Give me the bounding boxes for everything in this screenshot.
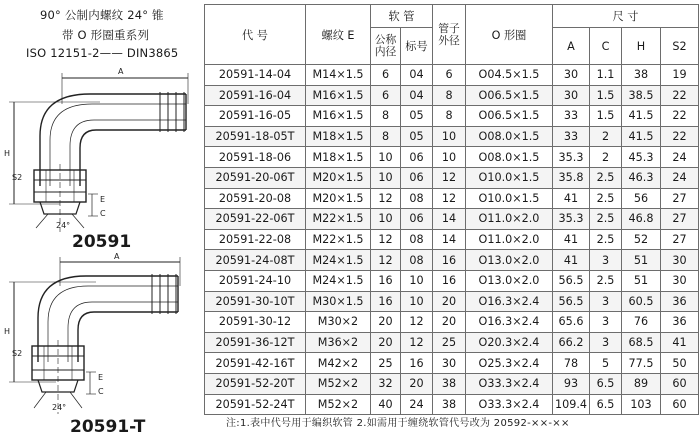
dim-h-label: H [4, 149, 11, 158]
table-row [205, 332, 699, 353]
cell-code: 20591-30-12 [205, 312, 306, 333]
col-header-dash: 标号 [401, 28, 433, 65]
table-row [205, 394, 699, 415]
cell-c: 3 [590, 312, 622, 333]
cell-tube-od: 16 [433, 250, 466, 271]
spec-title-line-3: ISO 12151-2—— DIN3865 [26, 46, 179, 60]
cell-tube-od: 10 [433, 147, 466, 168]
cell-h: 41.5 [622, 106, 661, 127]
table-row [205, 209, 699, 230]
cell-code: 20591-20-08 [205, 188, 306, 209]
table-row [205, 188, 699, 209]
cell-thread: M22×1.5 [306, 209, 371, 230]
cell-s2: 60 [661, 394, 699, 415]
cell-hose-id: 6 [371, 65, 401, 86]
cell-thread: M18×1.5 [306, 126, 371, 147]
cell-code: 20591-14-04 [205, 65, 306, 86]
cell-dash: 24 [401, 394, 433, 415]
cell-code: 20591-16-05 [205, 106, 306, 127]
cell-thread: M52×2 [306, 394, 371, 415]
cell-oring: O13.0×2.0 [466, 250, 553, 271]
cell-h: 46.8 [622, 209, 661, 230]
spec-table-body [205, 65, 699, 415]
cell-s2: 50 [661, 353, 699, 374]
table-row [205, 312, 699, 333]
cell-hose-id: 20 [371, 332, 401, 353]
cell-a: 41 [553, 188, 590, 209]
cell-s2: 27 [661, 229, 699, 250]
cell-h: 38.5 [622, 85, 661, 106]
col-header-dims: 尺 寸 [553, 5, 699, 28]
cell-a: 65.6 [553, 312, 590, 333]
cell-tube-od: 16 [433, 270, 466, 291]
table-row [205, 126, 699, 147]
dim-a-label: A [118, 67, 124, 76]
cell-thread: M52×2 [306, 373, 371, 394]
cell-hose-id: 8 [371, 126, 401, 147]
cell-oring: O08.0×1.5 [466, 126, 553, 147]
col-header-a: A [553, 28, 590, 65]
cell-code: 20591-36-12T [205, 332, 306, 353]
cell-a: 33 [553, 106, 590, 127]
cell-code: 20591-52-20T [205, 373, 306, 394]
cell-tube-od: 30 [433, 353, 466, 374]
col-header-code: 代 号 [205, 5, 306, 65]
table-row [205, 353, 699, 374]
cell-oring: O33.3×2.4 [466, 373, 553, 394]
cell-c: 1.5 [590, 85, 622, 106]
cell-thread: M16×1.5 [306, 85, 371, 106]
cell-code: 20591-52-24T [205, 394, 306, 415]
cell-dash: 10 [401, 291, 433, 312]
cell-h: 52 [622, 229, 661, 250]
cell-tube-od: 10 [433, 126, 466, 147]
cell-thread: M30×2 [306, 312, 371, 333]
cell-hose-id: 25 [371, 353, 401, 374]
cell-s2: 24 [661, 147, 699, 168]
cell-hose-id: 8 [371, 106, 401, 127]
cell-dash: 04 [401, 85, 433, 106]
cell-oring: O06.5×1.5 [466, 85, 553, 106]
spec-title-line-2: 带 O 形圈重系列 [62, 28, 150, 42]
cell-dash: 06 [401, 147, 433, 168]
model-label-20591-t: 20591-T [70, 417, 146, 437]
cell-dash: 05 [401, 126, 433, 147]
dim-c-label: C [98, 387, 104, 396]
cell-hose-id: 40 [371, 394, 401, 415]
cell-dash: 08 [401, 188, 433, 209]
cell-h: 38 [622, 65, 661, 86]
cell-h: 103 [622, 394, 661, 415]
cell-hose-id: 12 [371, 229, 401, 250]
cell-code: 20591-18-06 [205, 147, 306, 168]
cell-a: 35.3 [553, 209, 590, 230]
cell-dash: 20 [401, 373, 433, 394]
cell-a: 30 [553, 65, 590, 86]
dim-s2-label: S2 [12, 173, 23, 182]
cell-h: 56 [622, 188, 661, 209]
cell-dash: 04 [401, 65, 433, 86]
cell-oring: O04.5×1.5 [466, 65, 553, 86]
cell-s2: 19 [661, 65, 699, 86]
cell-a: 93 [553, 373, 590, 394]
model-label-20591: 20591 [72, 232, 132, 252]
cell-s2: 24 [661, 167, 699, 188]
cell-code: 20591-30-10T [205, 291, 306, 312]
cell-thread: M30×1.5 [306, 291, 371, 312]
cell-s2: 22 [661, 106, 699, 127]
cell-h: 60.5 [622, 291, 661, 312]
cell-oring: O10.0×1.5 [466, 188, 553, 209]
cell-c: 1.1 [590, 65, 622, 86]
cell-oring: O25.3×2.4 [466, 353, 553, 374]
cell-thread: M36×2 [306, 332, 371, 353]
cell-oring: O33.3×2.4 [466, 394, 553, 415]
cell-c: 5 [590, 353, 622, 374]
cell-h: 89 [622, 373, 661, 394]
cell-hose-id: 10 [371, 147, 401, 168]
cell-tube-od: 20 [433, 312, 466, 333]
cell-dash: 10 [401, 270, 433, 291]
cell-oring: O10.0×1.5 [466, 167, 553, 188]
cell-hose-id: 6 [371, 85, 401, 106]
cell-dash: 12 [401, 332, 433, 353]
table-row [205, 85, 699, 106]
dim-angle-label: 24° [56, 221, 71, 230]
cell-thread: M16×1.5 [306, 106, 371, 127]
cell-code: 20591-24-10 [205, 270, 306, 291]
cell-code: 20591-22-08 [205, 229, 306, 250]
cell-c: 3 [590, 291, 622, 312]
cell-c: 6.5 [590, 373, 622, 394]
cell-a: 41 [553, 250, 590, 271]
col-header-thread: 螺纹 E [306, 5, 371, 65]
cell-s2: 41 [661, 332, 699, 353]
cell-tube-od: 12 [433, 167, 466, 188]
cell-a: 56.5 [553, 291, 590, 312]
cell-thread: M24×1.5 [306, 250, 371, 271]
cell-tube-od: 14 [433, 209, 466, 230]
cell-thread: M22×1.5 [306, 229, 371, 250]
cell-hose-id: 10 [371, 209, 401, 230]
cell-dash: 05 [401, 106, 433, 127]
cell-h: 77.5 [622, 353, 661, 374]
table-row [205, 229, 699, 250]
cell-hose-id: 10 [371, 167, 401, 188]
cell-code: 20591-20-06T [205, 167, 306, 188]
table-row [205, 167, 699, 188]
col-header-oring: O 形圈 [466, 5, 553, 65]
cell-a: 35.3 [553, 147, 590, 168]
cell-a: 66.2 [553, 332, 590, 353]
cell-a: 56.5 [553, 270, 590, 291]
dim-s2-label: S2 [12, 349, 23, 358]
cell-thread: M20×1.5 [306, 188, 371, 209]
cell-s2: 60 [661, 373, 699, 394]
cell-dash: 12 [401, 312, 433, 333]
product-info-panel [0, 0, 200, 448]
table-footnote: 注:1.表中代号用于编织软管 2.如需用于缠绕软管代号改为 20592-××-×× [226, 418, 570, 429]
cell-oring: O16.3×2.4 [466, 312, 553, 333]
cell-tube-od: 12 [433, 188, 466, 209]
cell-code: 20591-18-05T [205, 126, 306, 147]
cell-c: 2 [590, 147, 622, 168]
table-row [205, 250, 699, 271]
cell-s2: 27 [661, 209, 699, 230]
cell-thread: M24×1.5 [306, 270, 371, 291]
cell-hose-id: 16 [371, 291, 401, 312]
cell-a: 78 [553, 353, 590, 374]
table-row [205, 270, 699, 291]
cell-thread: M42×2 [306, 353, 371, 374]
cell-s2: 36 [661, 312, 699, 333]
dim-c-label: C [100, 209, 106, 218]
cell-tube-od: 8 [433, 106, 466, 127]
cell-tube-od: 38 [433, 373, 466, 394]
cell-oring: O08.0×1.5 [466, 147, 553, 168]
cell-c: 2.5 [590, 188, 622, 209]
cell-a: 41 [553, 229, 590, 250]
cell-c: 2.5 [590, 209, 622, 230]
cell-s2: 22 [661, 85, 699, 106]
table-row [205, 373, 699, 394]
col-header-h: H [622, 28, 661, 65]
col-header-c: C [590, 28, 622, 65]
cell-h: 51 [622, 270, 661, 291]
cell-tube-od: 6 [433, 65, 466, 86]
cell-s2: 30 [661, 270, 699, 291]
spec-title-line-1: 90° 公制内螺纹 24° 锥 [40, 8, 164, 22]
cell-h: 51 [622, 250, 661, 271]
cell-a: 109.4 [553, 394, 590, 415]
cell-tube-od: 38 [433, 394, 466, 415]
dim-a-label: A [114, 252, 120, 261]
cell-a: 35.8 [553, 167, 590, 188]
cell-c: 6.5 [590, 394, 622, 415]
cell-dash: 08 [401, 229, 433, 250]
cell-thread: M18×1.5 [306, 147, 371, 168]
cell-tube-od: 25 [433, 332, 466, 353]
cell-a: 30 [553, 85, 590, 106]
cell-thread: M14×1.5 [306, 65, 371, 86]
cell-s2: 22 [661, 126, 699, 147]
cell-code: 20591-42-16T [205, 353, 306, 374]
cell-oring: O20.3×2.4 [466, 332, 553, 353]
cell-h: 45.3 [622, 147, 661, 168]
col-header-hose: 软 管 [371, 5, 433, 28]
cell-hose-id: 16 [371, 270, 401, 291]
cell-code: 20591-16-04 [205, 85, 306, 106]
table-row [205, 291, 699, 312]
cell-hose-id: 12 [371, 188, 401, 209]
cell-thread: M20×1.5 [306, 167, 371, 188]
cell-code: 20591-24-08T [205, 250, 306, 271]
table-row [205, 106, 699, 127]
cell-s2: 36 [661, 291, 699, 312]
cell-s2: 30 [661, 250, 699, 271]
cell-h: 68.5 [622, 332, 661, 353]
dim-h-label: H [4, 327, 11, 336]
spec-table-container [204, 4, 698, 411]
col-header-hose-id: 公称内径 [371, 28, 401, 65]
dim-e-label: E [100, 195, 106, 204]
cell-hose-id: 20 [371, 312, 401, 333]
cell-dash: 08 [401, 250, 433, 271]
col-header-s2: S2 [661, 28, 699, 65]
cell-code: 20591-22-06T [205, 209, 306, 230]
spec-table [204, 4, 699, 415]
cell-a: 33 [553, 126, 590, 147]
cell-oring: O11.0×2.0 [466, 209, 553, 230]
cell-hose-id: 12 [371, 250, 401, 271]
cell-oring: O06.5×1.5 [466, 106, 553, 127]
fitting-drawing-20591 [0, 64, 200, 234]
cell-c: 1.5 [590, 106, 622, 127]
cell-c: 2 [590, 126, 622, 147]
cell-h: 76 [622, 312, 661, 333]
cell-h: 46.3 [622, 167, 661, 188]
cell-hose-id: 32 [371, 373, 401, 394]
cell-oring: O11.0×2.0 [466, 229, 553, 250]
cell-tube-od: 14 [433, 229, 466, 250]
cell-oring: O13.0×2.0 [466, 270, 553, 291]
cell-c: 2.5 [590, 229, 622, 250]
cell-dash: 06 [401, 167, 433, 188]
cell-s2: 27 [661, 188, 699, 209]
cell-c: 3 [590, 332, 622, 353]
dim-e-label: E [98, 373, 104, 382]
dim-angle-label: 24° [52, 403, 67, 412]
cell-c: 2.5 [590, 167, 622, 188]
cell-tube-od: 8 [433, 85, 466, 106]
fitting-drawing-20591-t [0, 252, 200, 418]
cell-tube-od: 20 [433, 291, 466, 312]
table-row [205, 65, 699, 86]
cell-oring: O16.3×2.4 [466, 291, 553, 312]
col-header-tube-od: 管子外径 [433, 5, 466, 65]
cell-c: 2.5 [590, 270, 622, 291]
cell-dash: 06 [401, 209, 433, 230]
cell-dash: 16 [401, 353, 433, 374]
cell-h: 41.5 [622, 126, 661, 147]
table-row [205, 147, 699, 168]
cell-c: 3 [590, 250, 622, 271]
